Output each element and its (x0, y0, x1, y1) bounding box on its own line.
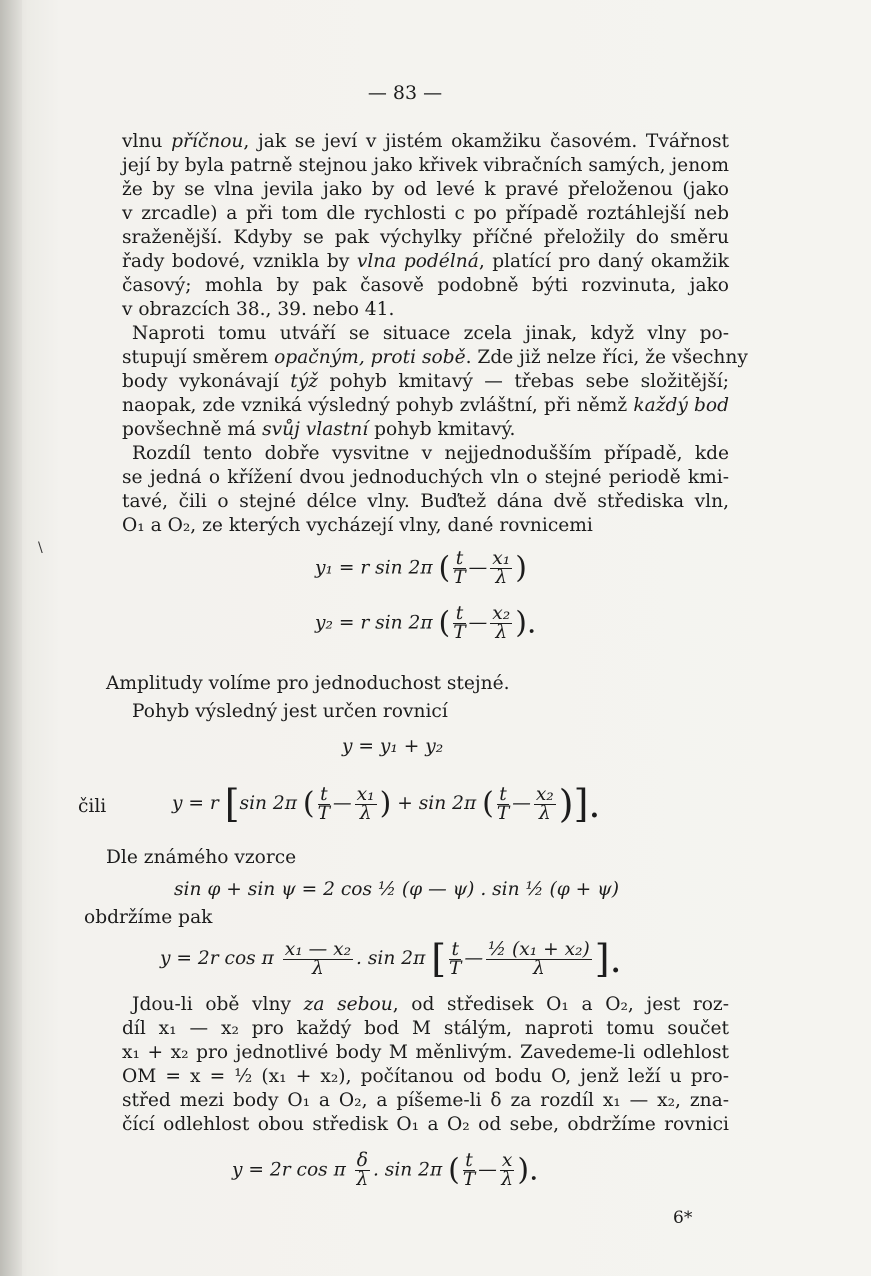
text-line: Rozdíl tento dobře vysvitne v nejjednodušším případě, kde (132, 443, 729, 464)
text-line: povšechně má svůj vlastní pohyb kmitavý. (122, 419, 516, 440)
label-cili: čili (78, 796, 107, 817)
text-line: její by byla patrně stejnou jako křivek vibračních samých, jenom (122, 155, 729, 176)
text-line: Dle známého vzorce (106, 847, 297, 868)
text-line: se jedná o křížení dvou jednoduchých vln o stejné periodě kmi- (122, 467, 729, 488)
signature-mark: 6* (673, 1208, 693, 1228)
text-line: že by se vlna jevila jako by od levé k pravé přeloženou (jako (122, 179, 729, 200)
text-line: řady bodové, vznikla by vlna podélná, platící pro daný okamžik (122, 251, 729, 272)
text-line: časový; mohla by pak časově podobně býti rozvinuta, jako (122, 275, 729, 296)
text-line: vlnu příčnou, jak se jeví v jistém okamžiku časovém. Tvářnost (122, 131, 729, 152)
text-line: čící odlehlost obou středisk O₁ a O₂ od sebe, obdržíme rovnici (122, 1114, 729, 1135)
text-line: body vykonávají týž pohyb kmitavý — třebas sebe složitější; (122, 371, 729, 392)
text-line: stupují směrem opačným, proti sobě. Zde již nelze říci, že všechny (122, 347, 748, 368)
text-line: sraženější. Kdyby se pak výchylky příčné přeložily do směru (122, 227, 729, 248)
equation-result: y = 2r cos π $\frac{\text{x₁ — x₂}}{\lambda}$ . sin 2π [ $\frac{t}{T}$ — $\frac{\text{½ (x₁ + x₂)}}{\lambda}$ ]. (160, 937, 622, 981)
text-line: díl x₁ — x₂ pro každý bod M stálým, naproti tomu součet (122, 1018, 729, 1039)
equation-y2: y₂ = r sin 2π ( $\frac{t}{T}$ — $\frac{\text{x₂}}{\lambda}$ ). (315, 603, 537, 643)
text-line: tavé, čili o stejné délce vlny. Buďtež dána dvě střediska vln, (122, 491, 729, 512)
text-line: obdržíme pak (84, 907, 213, 928)
text-line: Pohyb výsledný jest určen rovnicí (132, 701, 448, 722)
equation-standing-wave: y = 2r cos π $\frac{\delta}{\lambda}$ . sin 2π ( $\frac{t}{T}$ — $\frac{x}{\lambda}$ ). (232, 1150, 539, 1190)
text-line: naopak, zde vzniká výsledný pohyb zvláštní, při němž každý bod (122, 395, 730, 416)
text-line: v zrcadle) a při tom dle rychlosti c po případě roztáhlejší neb (122, 203, 729, 224)
equation-y1: y₁ = r sin 2π ( $\frac{t}{T}$ — $\frac{\text{x₁}}{\lambda}$ ) (315, 548, 527, 588)
book-gutter (0, 0, 22, 1276)
margin-mark: \ (38, 540, 43, 556)
text-line: Jdou-li obě vlny za sebou, od středisek O₁ a O₂, jest roz- (132, 994, 729, 1015)
text-line: O₁ a O₂, ze kterých vycházejí vlny, dané rovnicemi (122, 515, 593, 536)
text-line: x₁ + x₂ pro jednotlivé body M měnlivým. Zavedeme-li odlehlost (122, 1042, 729, 1063)
text-line: OM = x = ½ (x₁ + x₂), počítanou od bodu O, jenž leží u pro- (122, 1066, 729, 1087)
text-line: Amplitudy volíme pro jednoduchost stejné. (106, 673, 510, 694)
text-line: v obrazcích 38., 39. nebo 41. (122, 299, 395, 320)
equation-sum: y = y₁ + y₂ (342, 736, 444, 757)
page-number: — 83 — (367, 82, 443, 104)
equation-identity: sin φ + sin ψ = 2 cos ½ (φ — ψ) . sin ½ (φ + ψ) (174, 879, 619, 900)
equation-expanded: y = r [sin 2π ( $\frac{t}{T}$ — $\frac{\text{x₁}}{\lambda}$ ) + sin 2π ( $\frac{t}{T}$ — $\frac{\text{x₂}}{\lambda}$ )]. (172, 782, 601, 826)
text-line: střed mezi body O₁ a O₂, a píšeme-li δ za rozdíl x₁ — x₂, zna- (122, 1090, 729, 1111)
text-line: Naproti tomu utváří se situace zcela jinak, když vlny po- (132, 323, 729, 344)
